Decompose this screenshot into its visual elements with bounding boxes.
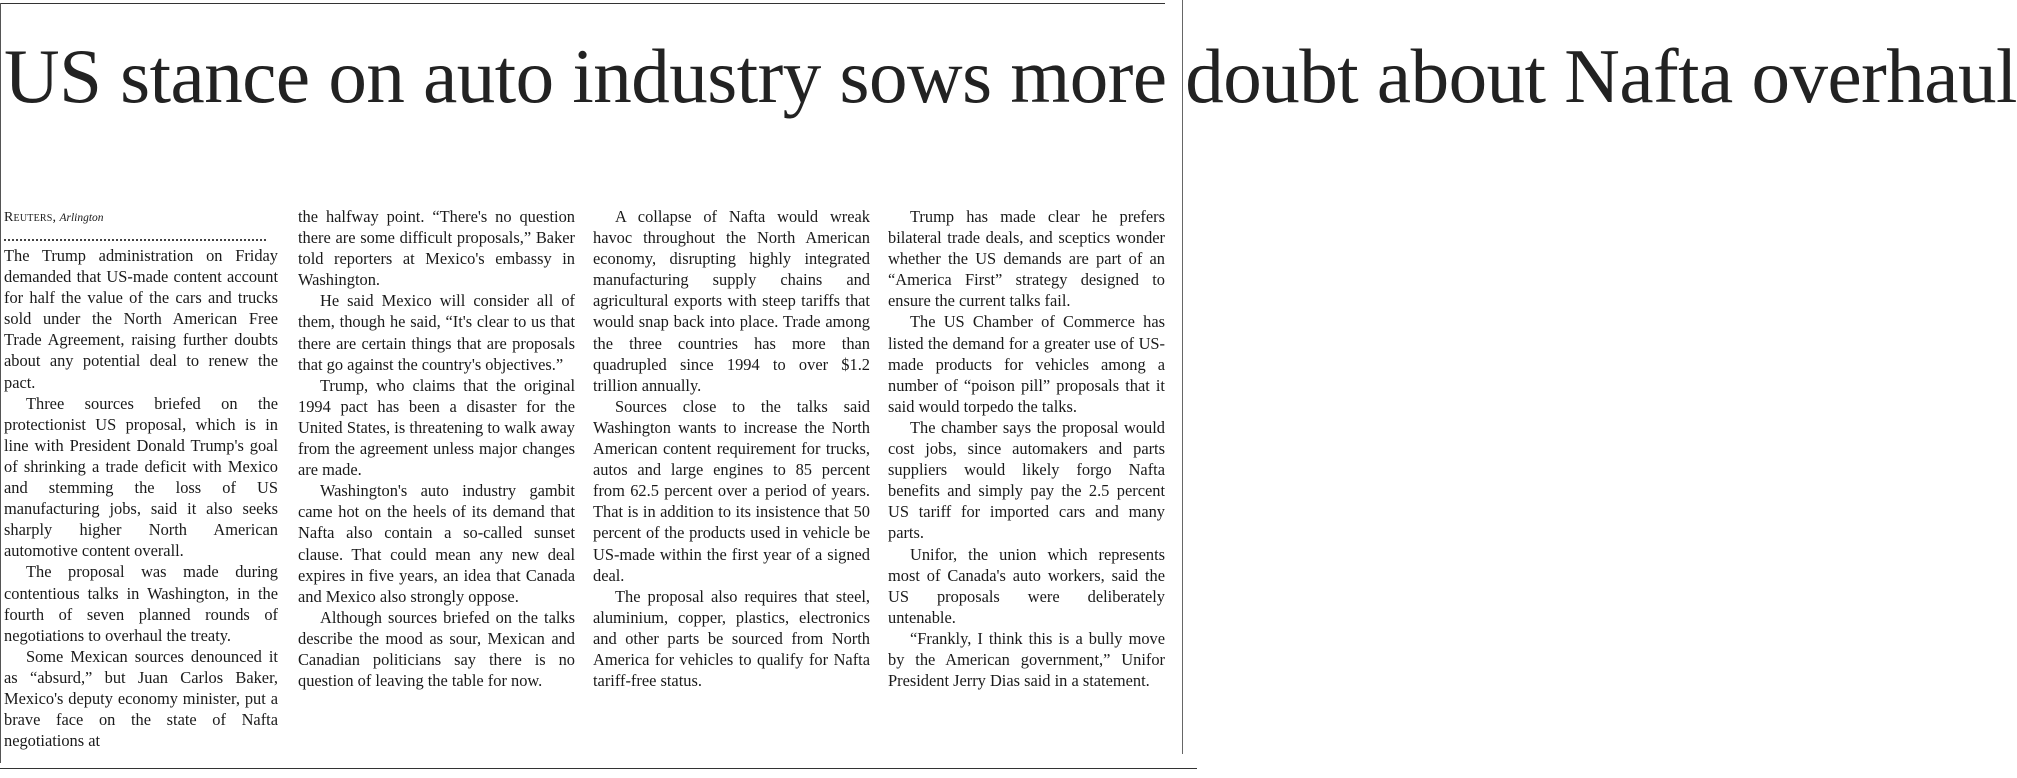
- article-paragraph: The US Chamber of Commerce has listed the demand for a greater use of US-made products for vehicles among a number of “poison pill” proposals that it said would torpedo the talks.: [888, 312, 1165, 416]
- article-paragraph: the halfway point. “There's no question there are some difficult proposals,” Baker told reporters at Mexico's embassy in Washington.: [298, 207, 575, 290]
- byline: [4, 206, 278, 229]
- top-rule: [0, 3, 1165, 4]
- bottom-rule: [0, 768, 1197, 769]
- article-paragraph: “Frankly, I think this is a bully move by the American government,” Unifor President Jerry Dias said in a statement.: [888, 628, 1165, 691]
- headline: US stance on auto industry sows more doubt about Nafta overhaul: [4, 33, 2017, 119]
- article-paragraph: Sources close to the talks said Washington wants to increase the North American content requirement for trucks, autos and large engines to 85 percent from 62.5 percent over a period of years. That is in addition to its insistence that 50 percent of the products used in vehicle be US-made within the first year of a signed deal.: [593, 396, 870, 585]
- article-column-4: [888, 206, 1165, 691]
- article-paragraph: Trump has made clear he prefers bilateral trade deals, and sceptics wonder whether the US demands are part of an “America First” strategy designed to ensure the current talks fail.: [888, 207, 1165, 311]
- article-paragraph: Although sources briefed on the talks describe the mood as sour, Mexican and Canadian politicians say there is no question of leaving the table for now.: [298, 607, 575, 691]
- article-paragraph: A collapse of Nafta would wreak havoc throughout the North American economy, disrupting highly integrated manufacturing supply chains and agricultural exports with steep tariffs that would snap back into place. Trade among the three countries has more than quadrupled since 1994 to over $1.2 trillion annually.: [593, 207, 870, 395]
- article-paragraph: The proposal was made during contentious talks in Washington, in the fourth of seven planned rounds of negotiations to overhaul the treaty.: [4, 562, 278, 645]
- dotted-divider: [4, 229, 266, 241]
- left-rule: [0, 3, 1, 763]
- article-paragraph: Washington's auto industry gambit came hot on the heels of its demand that Nafta also contain a so-called sunset clause. That could mean any new deal expires in five years, an idea that Canada and Mexico also strongly oppose.: [298, 481, 575, 606]
- article-paragraph: The chamber says the proposal would cost jobs, since automakers and parts suppliers would likely forgo Nafta benefits and simply pay the 2.5 percent US tariff for imported cars and many parts.: [888, 417, 1165, 543]
- article-column-3: [593, 206, 870, 691]
- article-column-2: [298, 206, 575, 691]
- article-column-1: [4, 206, 278, 751]
- byline-place: Arlington: [59, 212, 104, 224]
- article-paragraph: Unifor, the union which represents most of Canada's auto workers, said the US proposals were deliberately untenable.: [888, 544, 1165, 627]
- article-paragraph: The proposal also requires that steel, aluminium, copper, plastics, electronics and other parts be sourced from North America for vehicles to qualify for Nafta tariff-free status.: [593, 586, 870, 691]
- byline-agency: Reuters,: [4, 210, 57, 225]
- article-paragraph: Some Mexican sources denounced it as “absurd,” but Juan Carlos Baker, Mexico's deputy economy minister, put a brave face on the state of Nafta negotiations at: [4, 646, 278, 751]
- article-paragraph: Trump, who claims that the original 1994 pact has been a disaster for the United States, is threatening to walk away from the agreement unless major changes are made.: [298, 375, 575, 480]
- article-paragraph: Three sources briefed on the protectionist US proposal, which is in line with President Donald Trump's goal of shrinking a trade deficit with Mexico and stemming the loss of US manufacturing jobs, said it also seeks sharply higher North American automotive content overall.: [4, 393, 278, 561]
- article-paragraph: He said Mexico will consider all of them, though he said, “It's clear to us that there are certain things that are proposals that go against the country's objectives.”: [298, 291, 575, 374]
- article-paragraph: The Trump administration on Friday demanded that US-made content account for half the value of the cars and trucks sold under the North American Free Trade Agreement, raising further doubts about any potential deal to renew the pact.: [4, 246, 278, 392]
